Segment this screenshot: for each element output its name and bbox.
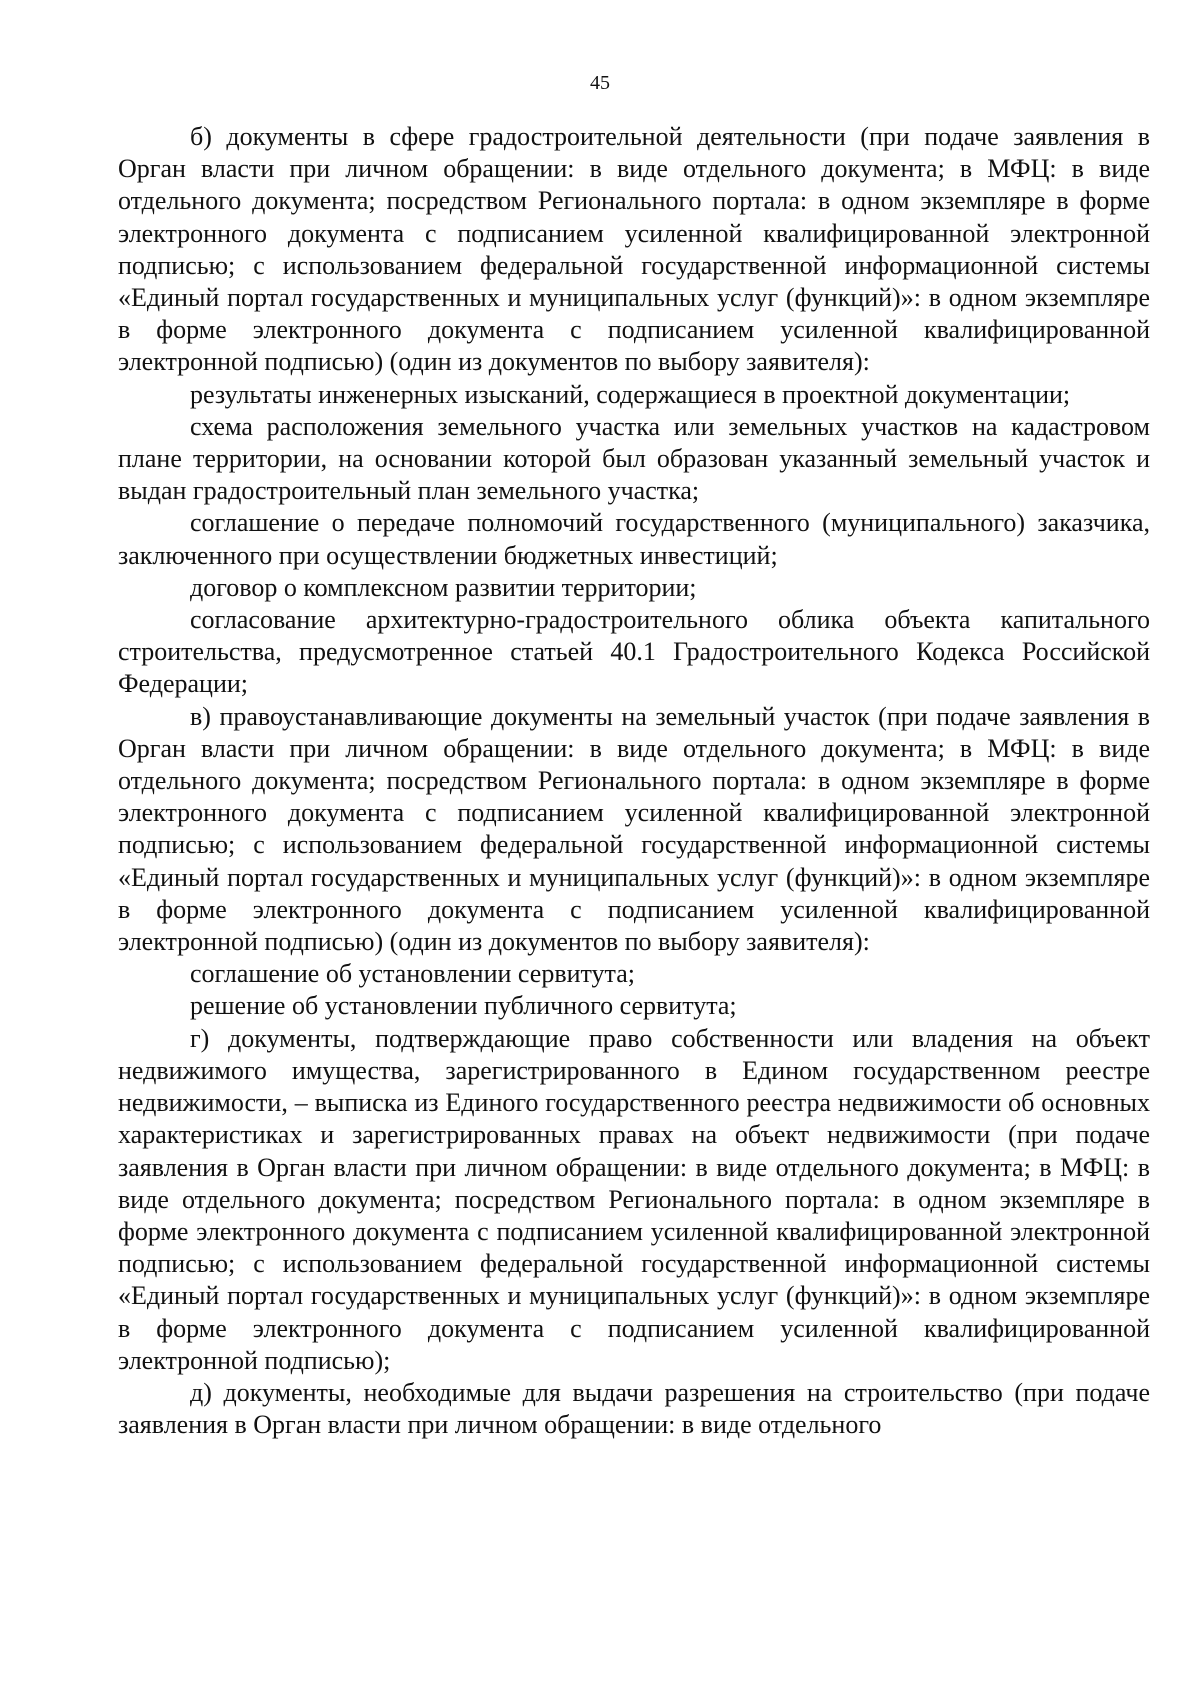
paragraph-b-documents-urban-planning: б) документы в сфере градостроительной деятельности (при подаче заявления в Орган власти при личном обращении: в виде отдельного документа; в МФЦ: в виде отдельного документа; посредством Регионального портала: в одном экземпляре в форме электронного документа с подписанием усиленной квалифицированной электронной подписью; с использованием федеральной государственной информационной системы «Единый портал государственных и муниципальных услуг (функций)»: в одном экземпляре в форме электронного документа с подписанием усиленной квалифицированной электронной подписью) (один из документов по выбору заявителя):: [118, 122, 1150, 377]
paragraph-d-construction-permit-documents: д) документы, необходимые для выдачи разрешения на строительство (при подаче заявления в Орган власти при личном обращении: в виде отдельного: [118, 1377, 1150, 1440]
document-body: [118, 121, 1150, 1441]
list-item-servitude-agreement: соглашение об установлении сервитута;: [190, 959, 635, 989]
list-item-land-plot-scheme: схема расположения земельного участка или земельных участков на кадастровом плане территории, на основании которой был образован указанный земельный участок и выдан градостроительный план земельного участка;: [118, 411, 1150, 506]
paragraph-v-title-documents: в) правоустанавливающие документы на земельный участок (при подаче заявления в Орган власти при личном обращении: в виде отдельного документа; в МФЦ: в виде отдельного документа; посредством Регионального портала: в одном экземпляре в форме электронного документа с подписанием усиленной квалифицированной электронной подписью; с использованием федеральной государственной информационной системы «Единый портал государственных и муниципальных услуг (функций)»: в одном экземпляре в форме электронного документа с подписанием усиленной квалифицированной электронной подписью) (один из документов по выбору заявителя):: [118, 701, 1150, 957]
list-item-architectural-appearance-approval: согласование архитектурно-градостроительного облика объекта капитального строительства, предусмотренное статьей 40.1 Градостроительного Кодекса Российской Федерации;: [118, 605, 1150, 699]
list-item-engineering-surveys: результаты инженерных изысканий, содержащиеся в проектной документации;: [190, 379, 1071, 409]
paragraph-g-ownership-documents: г) документы, подтверждающие право собственности или владения на объект недвижимого имущества, зарегистрированного в Едином государственном реестре недвижимости, – выписка из Единого государственного реестра недвижимости об основных характеристиках и зарегистрированных правах на объект недвижимости (при подаче заявления в Орган власти при личном обращении: в виде отдельного документа; в МФЦ: в виде отдельного документа; посредством Регионального портала: в одном экземпляре в форме электронного документа с подписанием усиленной квалифицированной электронной подписью; с использованием федеральной государственной информационной системы «Единый портал государственных и муниципальных услуг (функций)»: в одном экземпляре в форме электронного документа с подписанием усиленной квалифицированной электронной подписью);: [118, 1023, 1150, 1375]
page-number: 45: [590, 72, 610, 94]
list-item-powers-transfer-agreement: соглашение о передаче полномочий государственного (муниципального) заказчика, заключенного при осуществлении бюджетных инвестиций;: [118, 508, 1150, 570]
list-item-territory-development-contract: договор о комплексном развитии территории;: [190, 572, 697, 602]
list-item-public-servitude-decision: решение об установлении публичного сервитута;: [190, 991, 737, 1021]
